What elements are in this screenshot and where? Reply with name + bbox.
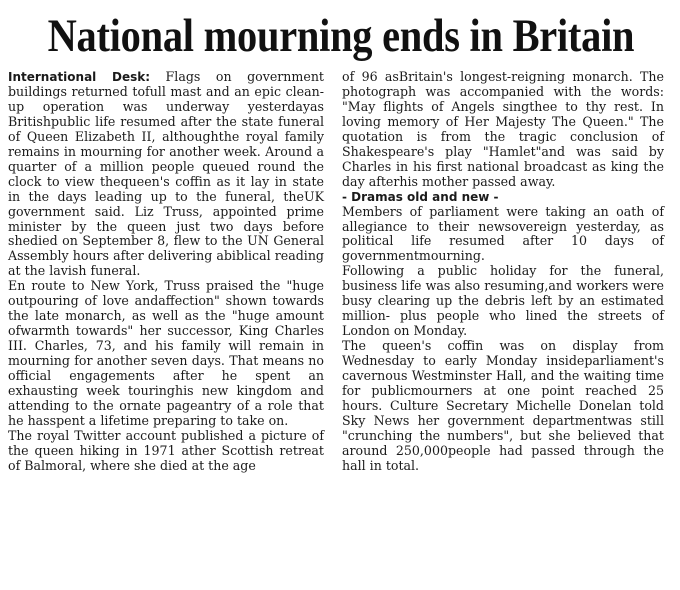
article-column-right	[342, 70, 664, 474]
paragraph: Following a public holiday for the funeral, business life was also resuming,and workers were busy clearing up the debris left by an estimated million- plus people who lined the streets of London on Monday.	[342, 263, 664, 339]
paragraph: En route to New York, Truss praised the "huge outpouring of love andaffection" shown towards the late monarch, as well as the "huge amount ofwarmth towards" her successor, King Charles III. Charles, 73, and his family will remain in mourning for another seven days. That means no official engagements after he spent an exhausting week touringhis new kingdom and attending to the ornate pageantry of a role that he hasspent a lifetime preparing to take on.	[8, 278, 324, 428]
article-column-left	[8, 70, 324, 474]
paragraph: of 96 asBritain's longest-reigning monarch. The photograph was accompanied with the words: "May flights of Angels singthee to thy rest. In loving memory of Her Majesty The Queen." The quotation is from the tragic conclusion of Shakespeare's play "Hamlet"and was said by Charles in his first national broadcast as king the day afterhis mother passed away.	[342, 69, 664, 189]
paragraph-text: Flags on government buildings returned tofull mast and an epic clean-up operation was underway yesterdayas Britishpublic life resumed after the state funeral of Queen Elizabeth II, althoughthe royal family remains in mourning for another week. Around a quarter of a million people queued round the clock to view thequeen's coffin as it lay in state in the days leading up to the funeral, theUK government said. Liz Truss, appointed prime minister by the queen just two days before shedied on September 8, flew to the UN General Assembly hours after delivering abiblical reading at the lavish funeral.	[8, 69, 324, 279]
byline: International Desk:	[8, 70, 151, 84]
paragraph: The queen's coffin was on display from Wednesday to early Monday insideparliament's cavernous Westminster Hall, and the waiting time for publicmourners at one point reached 25 hours. Culture Secretary Michelle Donelan told Sky News her government departmentwas still "crunching the numbers", but she believed that around 250,000people had passed through the hall in total.	[342, 338, 664, 473]
subheading: - Dramas old and new -	[342, 189, 499, 204]
paragraph: The royal Twitter account published a picture of the queen hiking in 1971 ather Scottish retreat of Balmoral, where she died at the age	[8, 427, 324, 473]
paragraph: Members of parliament were taking an oath of allegiance to their newsovereign yesterday, as political life resumed after 10 days of governmentmourning.	[342, 203, 664, 264]
headline: National mourning ends in Britain	[47, 10, 635, 62]
paragraph	[8, 70, 324, 279]
